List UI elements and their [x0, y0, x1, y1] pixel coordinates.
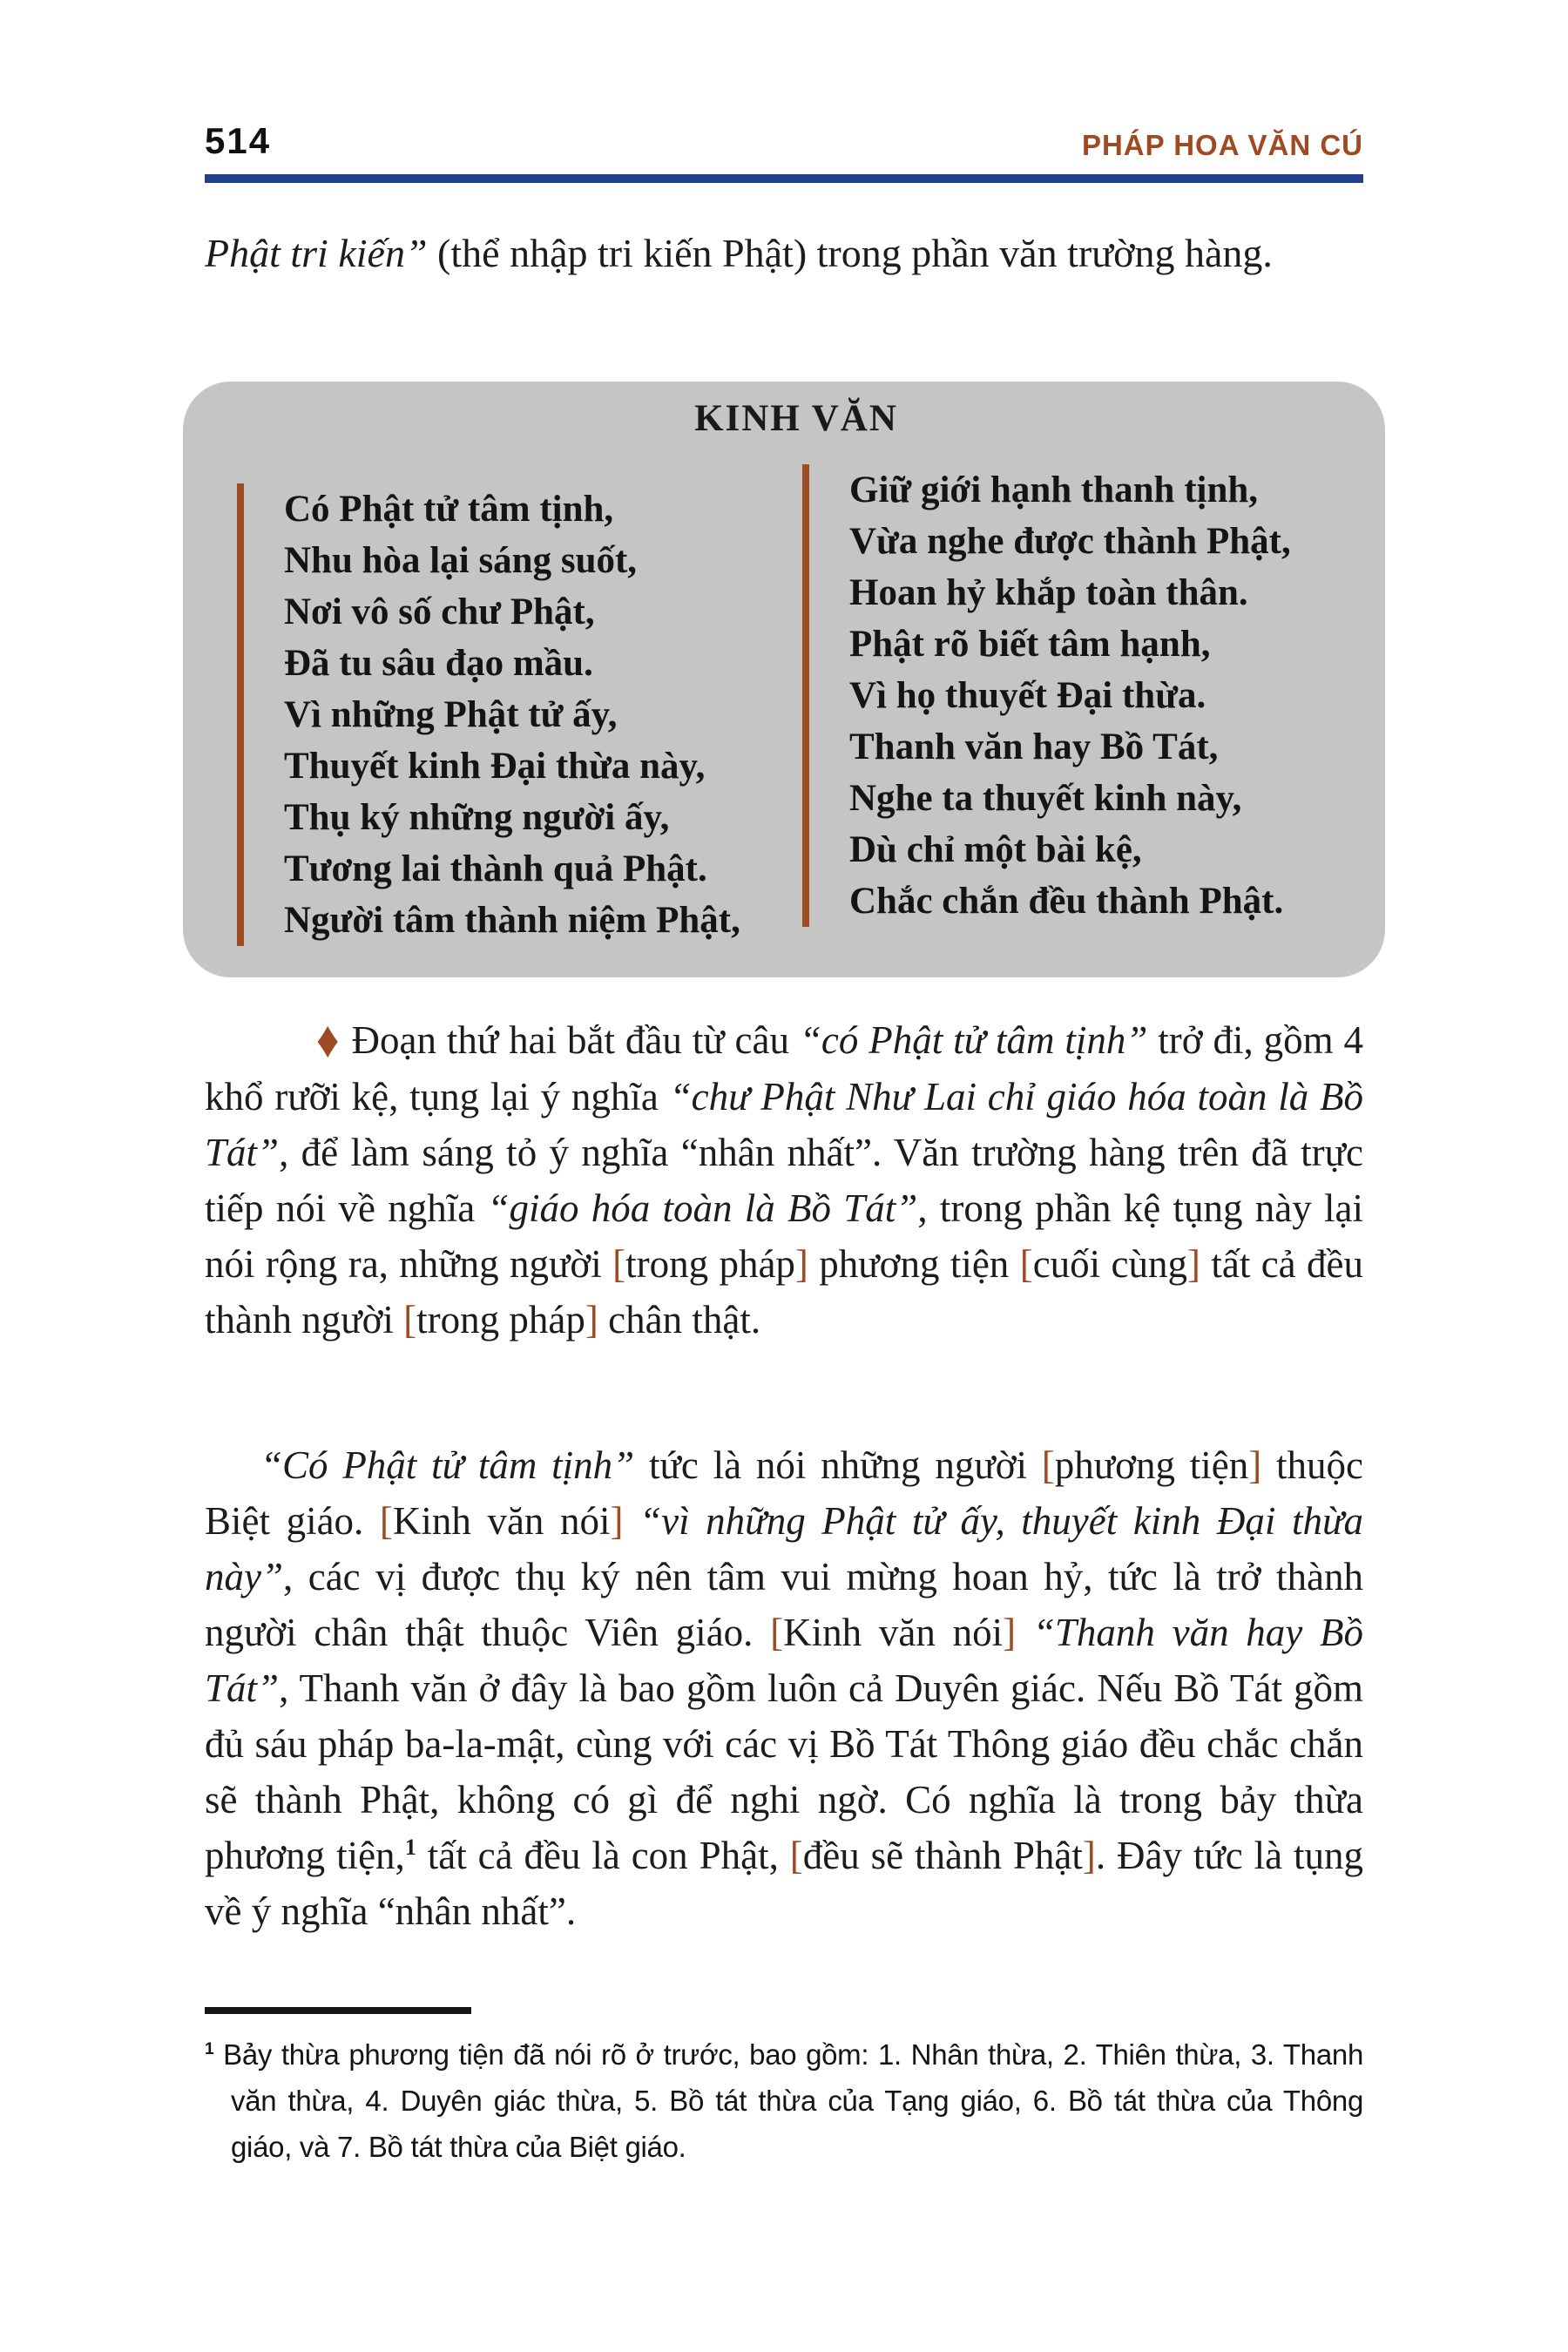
verse-column-right	[802, 464, 1355, 927]
kinh-van-title: KINH VĂN	[694, 398, 898, 439]
verse-line: Đã tu sâu đạo mầu.	[284, 643, 593, 684]
verse-line: Nhu hòa lại sáng suốt,	[284, 540, 638, 581]
verse-line: Dù chỉ một bài kệ,	[849, 829, 1142, 870]
kinh-van-box	[183, 382, 1385, 977]
verse-line: Chắc chắn đều thành Phật.	[849, 881, 1284, 922]
verse-line: Nghe ta thuyết kinh này,	[849, 778, 1242, 819]
verse-line: Tương lai thành quả Phật.	[284, 848, 707, 889]
commentary-text-2: “Có Phật tử tâm tịnh” tức là nói những người [phương tiện] thuộc Biệt giáo. [Kinh văn nói] “vì những Phật tử ấy, thuyết kinh Đại thừa này”, các vị được thụ ký nên tâm vui mừng hoan hỷ, tức là trở thành người chân thật thuộc Viên giáo. [Kinh văn nói] “Thanh văn hay Bồ Tát”, Thanh văn ở đây là bao gồm luôn cả Duyên giác. Nếu Bồ Tát gồm đủ sáu pháp ba-la-mật, cùng với các vị Bồ Tát Thông giáo đều chắc chắn sẽ thành Phật, không có gì để nghi ngờ. Có nghĩa là trong bảy thừa phương tiện,$^1$ tất cả đều là con Phật, [đều sẽ thành Phật]. Đây tức là tụng về ý nghĩa “nhân nhất”.	[205, 1443, 1364, 1933]
verse-line: Có Phật tử tâm tịnh,	[284, 489, 614, 530]
page-header	[205, 120, 1363, 162]
verse-line: Vì họ thuyết Đại thừa.	[849, 675, 1206, 716]
header-rule	[205, 174, 1363, 183]
verse-line: Vừa nghe được thành Phật,	[849, 521, 1291, 562]
page-number: 514	[205, 120, 272, 161]
verse-line: Thuyết kinh Đại thừa này,	[284, 746, 706, 787]
verse-line: Hoan hỷ khắp toàn thân.	[849, 572, 1248, 613]
commentary-paragraph-2	[205, 1437, 1363, 1939]
footnote-separator	[205, 2007, 471, 2014]
verse-line: Thanh văn hay Bồ Tát,	[849, 727, 1219, 767]
diamond-bullet-icon: ♦	[316, 1011, 340, 1070]
verse-line: Phật rõ biết tâm hạnh,	[849, 624, 1211, 665]
verse-line: Thụ ký những người ấy,	[284, 797, 670, 838]
verse-columns	[237, 464, 1355, 946]
verse-line: Vì những Phật tử ấy,	[284, 694, 618, 735]
intro-text: Phật tri kiến” (thể nhập tri kiến Phật) trong phần văn trường hàng.	[205, 231, 1273, 275]
footnote	[205, 2007, 1363, 2170]
verse-line: Giữ giới hạnh thanh tịnh,	[849, 470, 1259, 510]
intro-paragraph	[205, 225, 1363, 282]
footnote-text	[205, 2031, 1363, 2170]
verse-column-left	[237, 483, 790, 946]
footnote-content: $^1$ Bảy thừa phương tiện đã nói rõ ở trước, bao gồm: 1. Nhân thừa, 2. Thiên thừa, 3. Thanh văn thừa, 4. Duyên giác thừa, 5. Bồ tát thừa của Tạng giáo, 6. Bồ tát thừa của Thông giáo, và 7. Bồ tát thừa của Biệt giáo.	[205, 2038, 1363, 2163]
running-title: PHÁP HOA VĂN CÚ	[1081, 129, 1363, 161]
commentary-text-1: Đoạn thứ hai bắt đầu từ câu “có Phật tử tâm tịnh” trở đi, gồm 4 khổ rưỡi kệ, tụng lại ý nghĩa “chư Phật Như Lai chỉ giáo hóa toàn là Bồ Tát”, để làm sáng tỏ ý nghĩa “nhân nhất”. Văn trường hàng trên đã trực tiếp nói về nghĩa “giáo hóa toàn là Bồ Tát”, trong phần kệ tụng này lại nói rộng ra, những người [trong pháp] phương tiện [cuối cùng] tất cả đều thành người [trong pháp] chân thật.	[205, 1018, 1364, 1342]
commentary-paragraph-1	[205, 1012, 1363, 1348]
verse-line: Nơi vô số chư Phật,	[284, 591, 595, 632]
verse-line: Người tâm thành niệm Phật,	[284, 900, 740, 941]
